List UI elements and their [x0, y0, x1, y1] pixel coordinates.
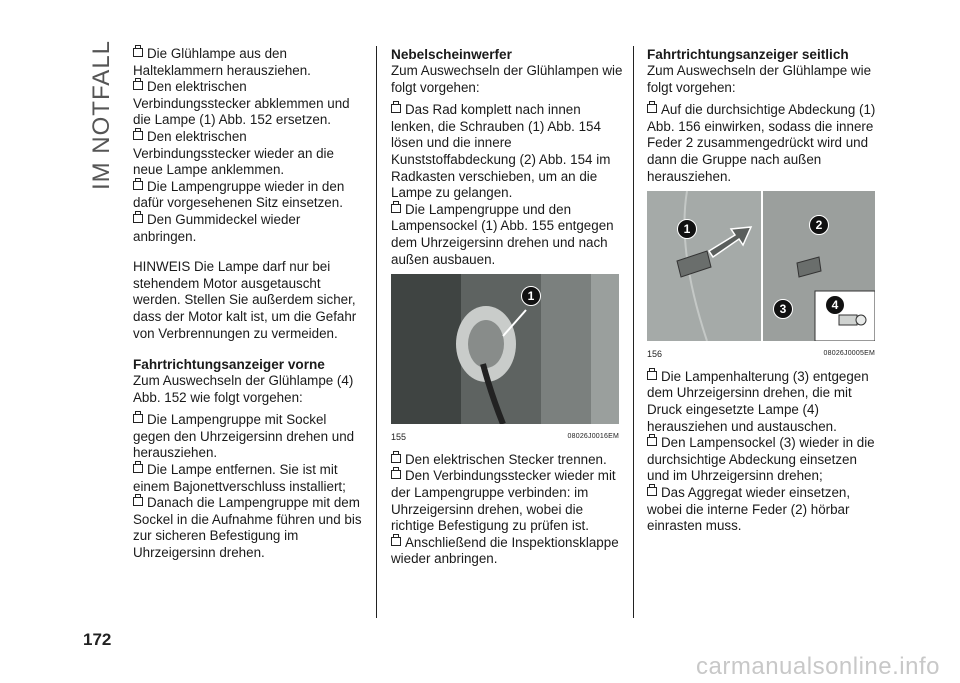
step-icon	[133, 81, 143, 90]
figure-code: 08026J0016EM	[567, 433, 619, 441]
step-item: Die Glühlampe aus den Halteklammern herausziehen.	[133, 46, 311, 78]
step-item: Den elektrischen Stecker trennen.	[391, 452, 623, 469]
step-item: Die Lampengruppe wieder in den dafür vorgesehenen Sitz einsetzen.	[133, 178, 345, 211]
step-icon	[133, 214, 143, 223]
section-heading: Fahrtrichtungsanzeiger seitlich	[647, 47, 849, 62]
step-icon	[133, 48, 143, 57]
step-item: Anschließend die Inspektionsklappe wieder anbringen.	[391, 534, 619, 567]
intro-text: Zum Auswechseln der Glühlampe (4) Abb. 152 wie folgt vorgehen:	[133, 373, 354, 405]
section-heading: Nebelscheinwerfer	[391, 47, 512, 62]
figure-code: 08026J0005EM	[823, 350, 875, 358]
page-number: 172	[83, 630, 112, 649]
intro-text: Zum Auswechseln der Glühlampe wie folgt vorgehen:	[647, 63, 872, 95]
step-icon	[391, 104, 401, 113]
step-item: Die Lampengruppe mit Sockel gegen den Uhrzeigersinn drehen und herausziehen.	[133, 412, 355, 461]
column-divider	[633, 46, 634, 618]
step-icon	[391, 470, 401, 479]
step-item: Das Rad komplett nach innen lenken, die Schrauben (1) Abb. 154 lösen und die innere Kunststoffabdeckung (2) Abb. 154 im Radkasten verschieben, um an die Lampe zu gelangen.	[391, 102, 611, 201]
column-divider	[376, 46, 377, 618]
step-icon	[647, 437, 657, 446]
step-item: Den Gummideckel wieder anbringen.	[133, 211, 301, 244]
callout-marker: 1	[521, 286, 541, 306]
column-1	[133, 46, 365, 562]
step-icon	[133, 464, 143, 473]
step-icon	[647, 487, 657, 496]
step-icon	[133, 414, 143, 423]
note-text: HINWEIS Die Lampe darf nur bei stehendem Motor ausgetauscht werden. Stellen Sie außerdem sicher, dass der Motor kalt ist, um die Gefahr von Verbrennungen zu vermeiden.	[133, 259, 357, 341]
column-2	[391, 46, 623, 568]
step-icon	[133, 131, 143, 140]
figure-155	[391, 274, 619, 446]
step-icon	[391, 204, 401, 213]
callout-marker: 3	[773, 299, 793, 319]
figure-caption	[647, 346, 875, 363]
intro-text: Zum Auswechseln der Glühlampen wie folgt vorgehen:	[391, 63, 623, 95]
step-item: Den Lampensockel (3) wieder in die durchsichtige Abdeckung einsetzen und im Uhrzeigersinn drehen;	[647, 435, 875, 484]
step-icon	[133, 181, 143, 190]
step-item: Den elektrischen Verbindungsstecker abklemmen und die Lampe (1) Abb. 152 ersetzen.	[133, 79, 350, 128]
column-3	[647, 46, 879, 535]
callout-marker: 1	[677, 219, 697, 239]
figure-caption	[391, 429, 619, 446]
step-item: Das Aggregat wieder einsetzen, wobei die interne Feder (2) hörbar einrasten muss.	[647, 484, 851, 534]
callout-marker: 2	[809, 215, 829, 235]
step-icon	[647, 104, 657, 113]
step-icon	[647, 371, 657, 380]
fog-lamp-photo	[391, 274, 619, 424]
step-item: Die Lampengruppe und den Lampensockel (1) Abb. 155 entgegen dem Uhrzeigersinn drehen und nach außen ausbauen.	[391, 201, 614, 267]
step-item: Danach die Lampengruppe mit dem Sockel in die Aufnahme führen und bis zur sicheren Befestigung im Uhrzeigersinn drehen.	[133, 495, 362, 561]
fog-lamp-illustration	[391, 274, 619, 424]
step-item: Die Lampe entfernen. Sie ist mit einem Bajonettverschluss installiert;	[133, 462, 346, 494]
step-item: Auf die durchsichtige Abdeckung (1) Abb. 156 einwirken, sodass die innere Feder 2 zusammengedrückt wird und dann die Gruppe nach außen herausziehen.	[647, 102, 876, 184]
step-item: Den elektrischen Verbindungsstecker wieder an die neue Lampe anklemmen.	[133, 128, 334, 178]
figure-156	[647, 191, 875, 363]
watermark: carmanualsonline.info	[696, 653, 940, 680]
step-item: Den Verbindungsstecker wieder mit der Lampengruppe verbinden: im Uhrzeigersinn drehen, wobei die richtige Befestigung zu prüfen ist.	[391, 468, 616, 534]
section-title	[82, 40, 122, 190]
step-icon	[391, 537, 401, 546]
step-icon	[391, 454, 401, 463]
step-icon	[133, 497, 143, 506]
figure-number: 156	[647, 349, 663, 360]
section-title-text: IM NOTFALL	[88, 39, 115, 191]
figure-number: 155	[391, 432, 407, 443]
side-indicator-illustration	[647, 191, 875, 341]
section-heading: Fahrtrichtungsanzeiger vorne	[133, 357, 325, 373]
callout-marker: 4	[825, 295, 845, 315]
side-indicator-photo	[647, 191, 875, 341]
step-item: Die Lampenhalterung (3) entgegen dem Uhrzeigersinn drehen, die mit Druck eingesetzte Lampe (4) herausziehen und austauschen.	[647, 368, 869, 434]
